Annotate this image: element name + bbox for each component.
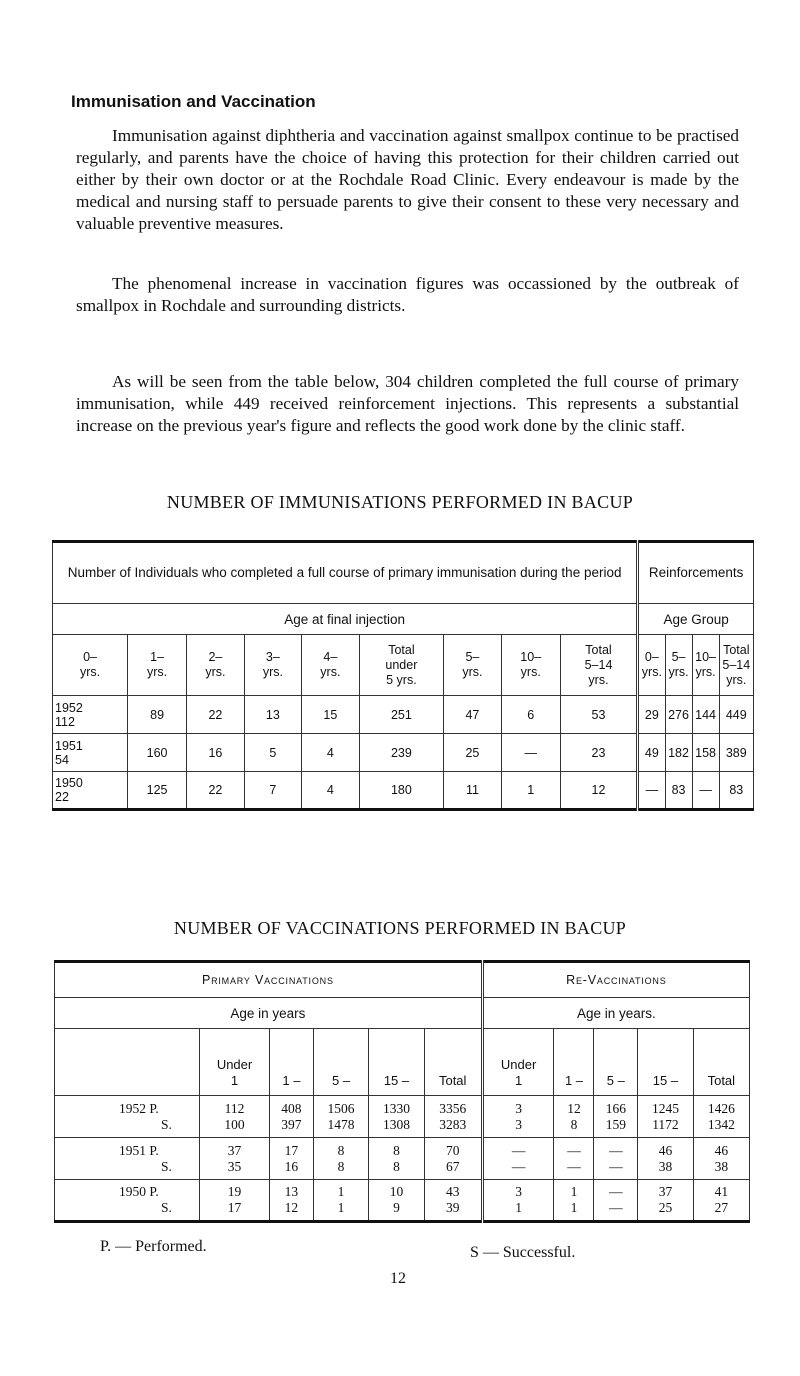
cell-line: 37: [227, 1142, 242, 1158]
cell-line: 1950 P.: [119, 1184, 159, 1199]
cell-line: 1478: [327, 1116, 355, 1132]
vac-value-cell: [313, 1138, 368, 1180]
imm-column-header-row: [53, 635, 754, 696]
imm-value-cell: 5: [244, 734, 301, 772]
cell-line: yrs.: [695, 665, 716, 679]
imm-column-header: [638, 635, 665, 696]
vac-value-cell: [693, 1138, 749, 1180]
cell-line: 1: [515, 1200, 522, 1215]
cell-line: 0–: [83, 650, 97, 664]
cell-line: 0–: [644, 650, 659, 664]
vac-value-cell: [693, 1180, 749, 1222]
imm-value-cell: 389: [719, 734, 753, 772]
vac-value-cell: [638, 1180, 693, 1222]
vac-column-header: [693, 1029, 749, 1096]
vac-value-cell: [313, 1180, 368, 1222]
vac-column-header: [638, 1029, 693, 1096]
cell-line: —: [511, 1158, 526, 1174]
cell-line: 46: [658, 1142, 673, 1158]
vac-row-label-header: [55, 1029, 200, 1096]
vac-value-cell: [482, 1180, 554, 1222]
cell-line: —: [609, 1158, 623, 1174]
immunisation-table-title: NUMBER OF IMMUNISATIONS PERFORMED IN BACUP: [166, 492, 634, 512]
cell-line: 1330: [382, 1100, 410, 1116]
cell-line: 8: [337, 1142, 345, 1158]
cell-line: yrs.: [520, 665, 541, 679]
vac-value-cell: [638, 1138, 693, 1180]
cell-line: yrs.: [726, 672, 747, 687]
cell-line: 1245: [651, 1100, 679, 1116]
imm-year-cell: [53, 772, 128, 810]
cell-line: 1951 P.: [119, 1142, 159, 1158]
cell-line: 1: [337, 1184, 345, 1199]
paragraph-immunisation-intro: Immunisation against diphtheria and vaccination against smallpox continue to be practised regularly, and parents have the choice of having this protection for their children carried out either by their own doctor or at the Rochdale Road Clinic. Every endeavour is made by the medical and nursing staff to persuade parents to give their consent to these very necessary and valuable preventive measures.: [76, 126, 739, 233]
cell-line: 5 –: [331, 1073, 351, 1088]
cell-line: yrs.: [320, 665, 341, 679]
cell-line: 112: [55, 714, 75, 729]
cell-line: yrs.: [262, 665, 283, 679]
cell-line: 1 –: [282, 1073, 301, 1088]
cell-line: 3–: [265, 650, 280, 664]
imm-sub-left-header: Age at final injection: [53, 604, 638, 635]
cell-line: 1172: [652, 1116, 679, 1132]
vac-column-header: [270, 1029, 314, 1096]
cell-line: 10–: [695, 650, 716, 664]
cell-line: 17: [227, 1200, 242, 1215]
imm-value-cell: 144: [692, 696, 719, 734]
cell-line: 15 –: [652, 1073, 679, 1088]
imm-value-cell: 25: [444, 734, 501, 772]
vac-value-cell: [270, 1138, 314, 1180]
imm-column-header: [53, 635, 128, 696]
vac-value-cell: [369, 1138, 424, 1180]
cell-line: 1 –: [564, 1073, 584, 1088]
cell-line: 67: [445, 1158, 460, 1174]
imm-column-header: [501, 635, 560, 696]
cell-line: 8: [337, 1158, 345, 1174]
vac-sub-right-header: Age in years.: [482, 998, 749, 1029]
vac-value-cell: [594, 1138, 638, 1180]
cell-line: 10–: [520, 650, 542, 664]
cell-line: Total: [388, 642, 415, 657]
imm-column-header: [244, 635, 301, 696]
cell-line: 9: [393, 1200, 400, 1215]
imm-value-cell: 251: [359, 696, 444, 734]
cell-line: 3356: [439, 1100, 467, 1116]
cell-line: 1951: [55, 738, 83, 753]
imm-value-cell: 182: [665, 734, 692, 772]
imm-value-cell: —: [638, 772, 665, 810]
vac-value-cell: [270, 1096, 314, 1138]
imm-value-cell: 83: [719, 772, 753, 810]
cell-line: —: [511, 1142, 526, 1158]
vaccination-table-title: NUMBER OF VACCINATIONS PERFORMED IN BACUP: [173, 918, 627, 938]
cell-line: yrs.: [462, 665, 483, 679]
imm-column-header: [187, 635, 244, 696]
imm-value-cell: 276: [665, 696, 692, 734]
cell-line: —: [609, 1200, 623, 1215]
imm-column-header: [665, 635, 692, 696]
cell-line: 38: [714, 1158, 729, 1174]
cell-line: 3283: [439, 1116, 467, 1132]
cell-line: 4–: [323, 650, 338, 664]
paragraph-table-summary: As will be seen from the table below, 304 children completed the full course of primary immunisation, while 449 received reinforcement injections. This represents a substantial increase on the previous year's figure and reflects the good work done by the clinic staff.: [76, 372, 739, 435]
cell-line: 41: [714, 1184, 729, 1199]
cell-line: 8: [393, 1142, 400, 1158]
cell-line: 16: [284, 1158, 299, 1174]
imm-value-cell: 16: [187, 734, 244, 772]
imm-value-cell: 6: [501, 696, 560, 734]
cell-line: 35: [227, 1158, 242, 1174]
cell-line: 1506: [327, 1100, 355, 1116]
vac-column-header: [424, 1029, 482, 1096]
vac-column-header: [554, 1029, 594, 1096]
cell-line: 2–: [208, 650, 223, 664]
cell-line: —: [609, 1184, 623, 1199]
cell-line: yrs.: [641, 665, 662, 679]
cell-line: under: [385, 657, 418, 672]
cell-line: 3: [515, 1116, 522, 1132]
imm-value-cell: 11: [444, 772, 501, 810]
cell-line: 408: [281, 1100, 302, 1116]
vac-table-body: [55, 1096, 750, 1222]
cell-line: 8: [570, 1116, 578, 1132]
cell-line: 1426: [707, 1100, 735, 1116]
imm-value-cell: —: [501, 734, 560, 772]
vac-value-cell: [554, 1138, 594, 1180]
imm-value-cell: 22: [187, 696, 244, 734]
imm-column-header: [302, 635, 359, 696]
page-number: 12: [390, 1270, 406, 1287]
table-row: [55, 1180, 750, 1222]
vac-group-left-header: Primary Vaccinations: [55, 962, 483, 998]
cell-line: 1: [514, 1073, 523, 1088]
imm-value-cell: 53: [560, 696, 637, 734]
cell-line: 5–14: [722, 657, 751, 672]
imm-column-header: [359, 635, 444, 696]
vac-value-cell: [424, 1180, 482, 1222]
vac-column-header: [200, 1029, 270, 1096]
table-row: [53, 696, 754, 734]
imm-value-cell: 239: [359, 734, 444, 772]
imm-value-cell: 49: [638, 734, 665, 772]
imm-group-left-header: Number of Individuals who completed a full course of primary immunisation during the period: [53, 542, 638, 604]
imm-value-cell: 125: [128, 772, 187, 810]
imm-value-cell: 83: [665, 772, 692, 810]
cell-line: 100: [224, 1116, 245, 1132]
vac-value-cell: [594, 1096, 638, 1138]
cell-line: 1: [337, 1200, 345, 1215]
imm-value-cell: —: [692, 772, 719, 810]
cell-line: 3: [515, 1184, 522, 1199]
cell-line: 8: [393, 1158, 400, 1174]
imm-value-cell: 4: [302, 772, 359, 810]
cell-line: S.: [161, 1200, 172, 1215]
imm-value-cell: 449: [719, 696, 753, 734]
cell-line: 25: [658, 1200, 673, 1215]
vac-column-header: [482, 1029, 554, 1096]
cell-line: 12: [284, 1200, 299, 1215]
cell-line: Total: [707, 1073, 736, 1088]
vac-column-header: [594, 1029, 638, 1096]
cell-line: Total: [723, 642, 750, 657]
vac-column-header: [369, 1029, 424, 1096]
cell-line: 5 yrs.: [386, 672, 417, 687]
cell-line: 1952: [55, 700, 83, 715]
vaccination-table: [54, 960, 750, 1223]
imm-value-cell: 7: [244, 772, 301, 810]
cell-line: 1950: [55, 776, 83, 790]
cell-line: S.: [161, 1158, 172, 1174]
cell-line: 39: [445, 1200, 460, 1215]
vac-value-cell: [482, 1096, 554, 1138]
vac-row-label: [55, 1180, 200, 1222]
cell-line: 159: [605, 1116, 626, 1132]
cell-line: 1–: [150, 650, 165, 664]
cell-line: yrs.: [205, 665, 226, 679]
imm-value-cell: 23: [560, 734, 637, 772]
cell-line: 27: [714, 1200, 729, 1215]
cell-line: Under: [500, 1057, 537, 1072]
cell-line: Total: [585, 642, 612, 657]
cell-line: yrs.: [668, 665, 689, 679]
cell-line: 54: [55, 752, 69, 767]
section-heading: Immunisation and Vaccination: [71, 92, 316, 111]
imm-value-cell: 47: [444, 696, 501, 734]
vac-value-cell: [424, 1138, 482, 1180]
vac-value-cell: [200, 1138, 270, 1180]
cell-line: 112: [224, 1100, 245, 1116]
cell-line: Under: [216, 1057, 253, 1072]
vac-value-cell: [424, 1096, 482, 1138]
vac-value-cell: [554, 1180, 594, 1222]
imm-value-cell: 22: [187, 772, 244, 810]
imm-column-header: [692, 635, 719, 696]
cell-line: 19: [227, 1184, 242, 1199]
cell-line: 43: [445, 1184, 460, 1199]
vac-value-cell: [200, 1096, 270, 1138]
cell-line: 397: [281, 1116, 302, 1132]
cell-line: yrs.: [588, 672, 609, 687]
cell-line: 46: [714, 1142, 729, 1158]
cell-line: 37: [658, 1184, 673, 1199]
vac-row-label: [55, 1096, 200, 1138]
imm-value-cell: 12: [560, 772, 637, 810]
vac-value-cell: [693, 1096, 749, 1138]
imm-year-cell: [53, 734, 128, 772]
cell-line: yrs.: [79, 665, 101, 679]
imm-year-cell: [53, 696, 128, 734]
cell-line: 1: [570, 1184, 578, 1199]
vac-value-cell: [369, 1180, 424, 1222]
imm-value-cell: 1: [501, 772, 560, 810]
cell-line: 22: [55, 790, 69, 804]
table-row: [53, 772, 754, 810]
table-row: [55, 1138, 750, 1180]
legend-successful: S — Successful.: [470, 1244, 576, 1261]
immunisation-table: [52, 540, 754, 811]
vac-value-cell: [200, 1180, 270, 1222]
vac-column-header-row: [55, 1029, 750, 1096]
imm-table-body: [53, 696, 754, 810]
imm-column-header: [719, 635, 753, 696]
cell-line: 15 –: [383, 1073, 410, 1088]
cell-line: Total: [438, 1073, 467, 1088]
cell-line: 1: [570, 1200, 578, 1215]
cell-line: yrs.: [147, 665, 168, 679]
cell-line: 10: [389, 1184, 404, 1199]
vac-value-cell: [638, 1096, 693, 1138]
cell-line: 5–14: [584, 657, 613, 672]
imm-value-cell: 180: [359, 772, 444, 810]
table-row: [53, 734, 754, 772]
imm-column-header: [128, 635, 187, 696]
vac-value-cell: [369, 1096, 424, 1138]
imm-value-cell: 13: [244, 696, 301, 734]
table-row: [55, 1096, 750, 1138]
imm-sub-right-header: Age Group: [638, 604, 754, 635]
vac-group-right-header: Re-Vaccinations: [482, 962, 749, 998]
cell-line: 1308: [382, 1116, 410, 1132]
imm-group-right-header: Reinforcements: [638, 542, 754, 604]
cell-line: 1342: [707, 1116, 735, 1132]
imm-value-cell: 89: [128, 696, 187, 734]
paragraph-vaccination-increase: The phenomenal increase in vaccination figures was occassioned by the outbreak of smallpox in Rochdale and surrounding districts.: [76, 274, 739, 315]
cell-line: 5–: [465, 650, 480, 664]
cell-line: —: [567, 1142, 581, 1158]
vac-row-label: [55, 1138, 200, 1180]
vac-value-cell: [313, 1096, 368, 1138]
imm-value-cell: 4: [302, 734, 359, 772]
cell-line: 1: [230, 1073, 239, 1088]
imm-value-cell: 15: [302, 696, 359, 734]
cell-line: 3: [515, 1100, 522, 1116]
imm-value-cell: 29: [638, 696, 665, 734]
cell-line: 1952 P.: [119, 1100, 159, 1116]
imm-value-cell: 160: [128, 734, 187, 772]
cell-line: S.: [161, 1116, 172, 1132]
imm-column-header: [444, 635, 501, 696]
cell-line: —: [567, 1158, 581, 1174]
vac-sub-left-header: Age in years: [55, 998, 483, 1029]
cell-line: 5 –: [606, 1073, 625, 1088]
vac-value-cell: [554, 1096, 594, 1138]
cell-line: 12: [567, 1100, 581, 1116]
cell-line: —: [609, 1142, 623, 1158]
imm-value-cell: 158: [692, 734, 719, 772]
vac-column-header: [313, 1029, 368, 1096]
cell-line: 166: [605, 1100, 626, 1116]
imm-column-header: [560, 635, 637, 696]
vac-value-cell: [270, 1180, 314, 1222]
cell-line: 70: [445, 1142, 460, 1158]
cell-line: 17: [284, 1142, 299, 1158]
cell-line: 5–: [671, 650, 686, 664]
legend-performed: P. — Performed.: [100, 1238, 207, 1255]
cell-line: 38: [658, 1158, 673, 1174]
vac-value-cell: [594, 1180, 638, 1222]
cell-line: 13: [284, 1184, 299, 1199]
vac-value-cell: [482, 1138, 554, 1180]
